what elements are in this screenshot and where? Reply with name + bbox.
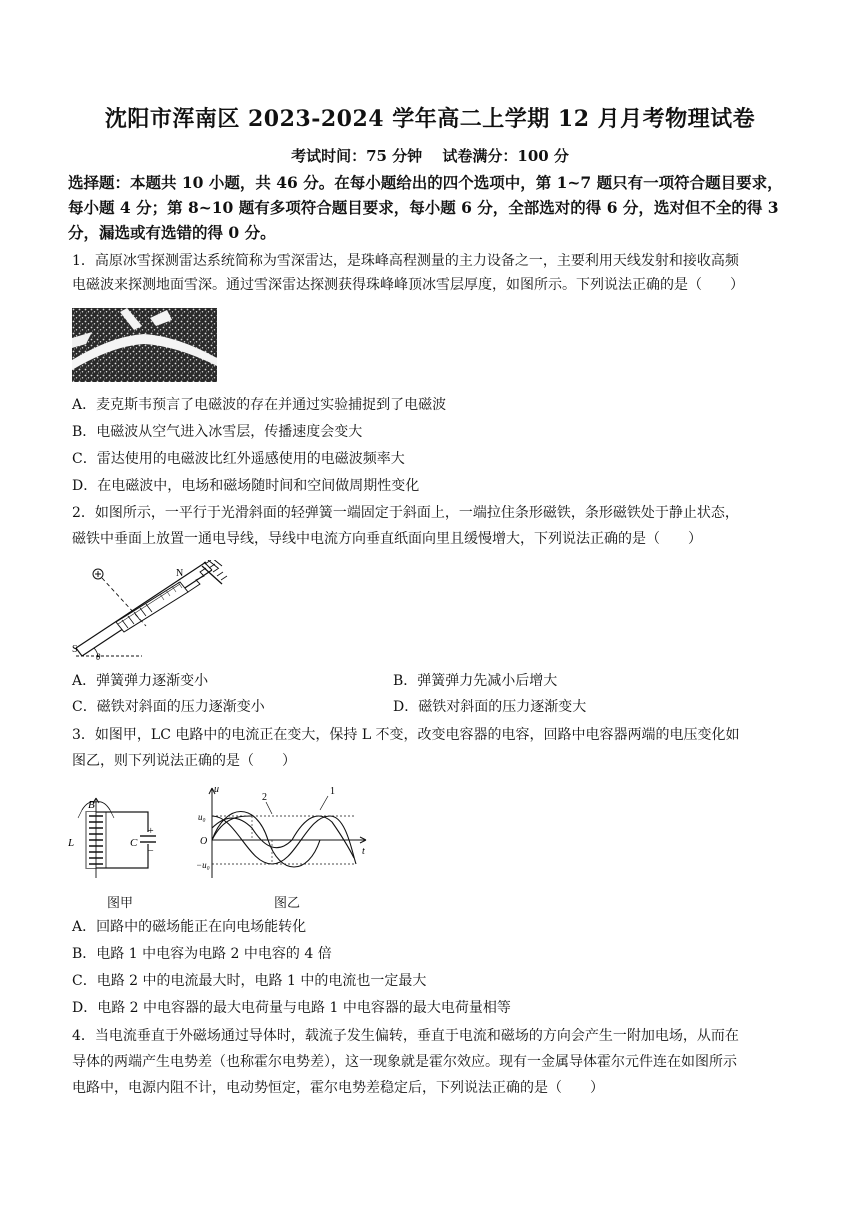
q1-stem-line: 1．高原冰雪探测雷达系统简称为雪深雷达，是珠峰高程测量的主力设备之一，主要利用天线发射和接收高频 bbox=[72, 253, 739, 269]
incline-magnet-diagram bbox=[72, 560, 232, 664]
exam-subtitle: 考试时间：75 分钟 试卷满分：100 分 bbox=[291, 147, 569, 165]
q2-option-b: B．弹簧弹力先减小后增大 bbox=[393, 673, 558, 689]
q1-option-a: A．麦克斯韦预言了电磁波的存在并通过实验捕捉到了电磁波 bbox=[72, 397, 447, 413]
q1-option-b: B．电磁波从空气进入冰雪层，传播速度会变大 bbox=[72, 424, 363, 440]
tick-u0: u₀ bbox=[198, 812, 206, 822]
q3-option-c: C．电路 2 中的电流最大时，电路 1 中的电流也一定最大 bbox=[72, 973, 427, 989]
axis-u-label: u bbox=[214, 784, 219, 795]
lc-circuit-diagram bbox=[68, 796, 168, 882]
q2-stem-line: 磁铁中垂面上放置一通电导线，导线中电流方向垂直纸面向里且缓慢增大，下列说法正确的是（ ） bbox=[72, 531, 702, 547]
exam-title: 沈阳市浑南区 2023-2024 学年高二上学期 12 月月考物理试卷 bbox=[104, 106, 756, 132]
q2-option-c: C．磁铁对斜面的压力逐渐变小 bbox=[72, 699, 265, 715]
curve-1-label: 1 bbox=[330, 786, 335, 797]
q3-stem-line: 图乙，则下列说法正确的是（ ） bbox=[72, 753, 296, 769]
q1-option-c: C．雷达使用的电磁波比红外遥感使用的电磁波频率大 bbox=[72, 451, 405, 467]
snow-radar-photo bbox=[72, 308, 217, 382]
caption-figure-b: 图乙 bbox=[274, 896, 301, 911]
q2-option-d: D．磁铁对斜面的压力逐渐变大 bbox=[393, 699, 587, 715]
label-s: S bbox=[72, 644, 78, 655]
q3-option-a: A．回路中的磁场能正在向电场能转化 bbox=[72, 919, 307, 935]
q1-stem-line: 电磁波来探测地面雪深。通过雪深雷达探测获得珠峰峰顶冰雪层厚度，如图所示。下列说法正确的是（ ） bbox=[72, 277, 744, 293]
q1-option-d: D．在电磁波中，电场和磁场随时间和空间做周期性变化 bbox=[72, 478, 420, 494]
q4-stem-line: 导体的两端产生电势差（也称霍尔电势差），这一现象就是霍尔效应。现有一金属导体霍尔元件连在如图所示 bbox=[72, 1054, 737, 1070]
label-minus: − bbox=[148, 846, 154, 857]
label-plus: + bbox=[148, 826, 154, 837]
label-b: B bbox=[88, 799, 95, 811]
axis-t-label: t bbox=[362, 846, 365, 857]
tick-neg-u0: −u₀ bbox=[196, 860, 210, 870]
q4-stem-line: 电路中，电源内阻不计，电动势恒定，霍尔电势差稳定后，下列说法正确的是（ ） bbox=[72, 1080, 604, 1096]
caption-figure-a: 图甲 bbox=[107, 896, 134, 911]
voltage-waveform-plot bbox=[196, 782, 374, 882]
q2-option-a: A．弹簧弹力逐渐变小 bbox=[72, 673, 209, 689]
origin-label: O bbox=[200, 836, 208, 847]
label-l: L bbox=[68, 837, 75, 849]
q3-option-b: B．电路 1 中电容为电路 2 中电容的 4 倍 bbox=[72, 946, 332, 962]
curve-2-label: 2 bbox=[262, 792, 267, 803]
q3-option-d: D．电路 2 中电容器的最大电荷量与电路 1 中电容器的最大电荷量相等 bbox=[72, 1000, 511, 1016]
q4-stem-line: 4．当电流垂直于外磁场通过导体时，载流子发生偏转，垂直于电流和磁场的方向会产生一附加电场，从而在 bbox=[72, 1028, 739, 1044]
label-n: N bbox=[176, 568, 184, 579]
label-theta: θ bbox=[96, 652, 101, 662]
label-c: C bbox=[130, 837, 138, 849]
q3-stem-line: 3．如图甲，LC 电路中的电流正在变大，保持 L 不变，改变电容器的电容，回路中电容器两端的电压变化如 bbox=[72, 727, 740, 743]
q2-stem-line: 2．如图所示，一平行于光滑斜面的轻弹簧一端固定于斜面上，一端拉住条形磁铁，条形磁铁处于静止状态， bbox=[72, 505, 739, 521]
section-instructions: 选择题：本题共 10 小题，共 46 分。在每小题给出的四个选项中，第 1~7 题只有一项符合题目要求，每小题 4 分；第 8~10 题有多项符合题目要求，每小题 6 分，全部选对的得 6 分，选对但不全的得 3 分，漏选或有选错的得 0 分。 bbox=[68, 173, 783, 242]
